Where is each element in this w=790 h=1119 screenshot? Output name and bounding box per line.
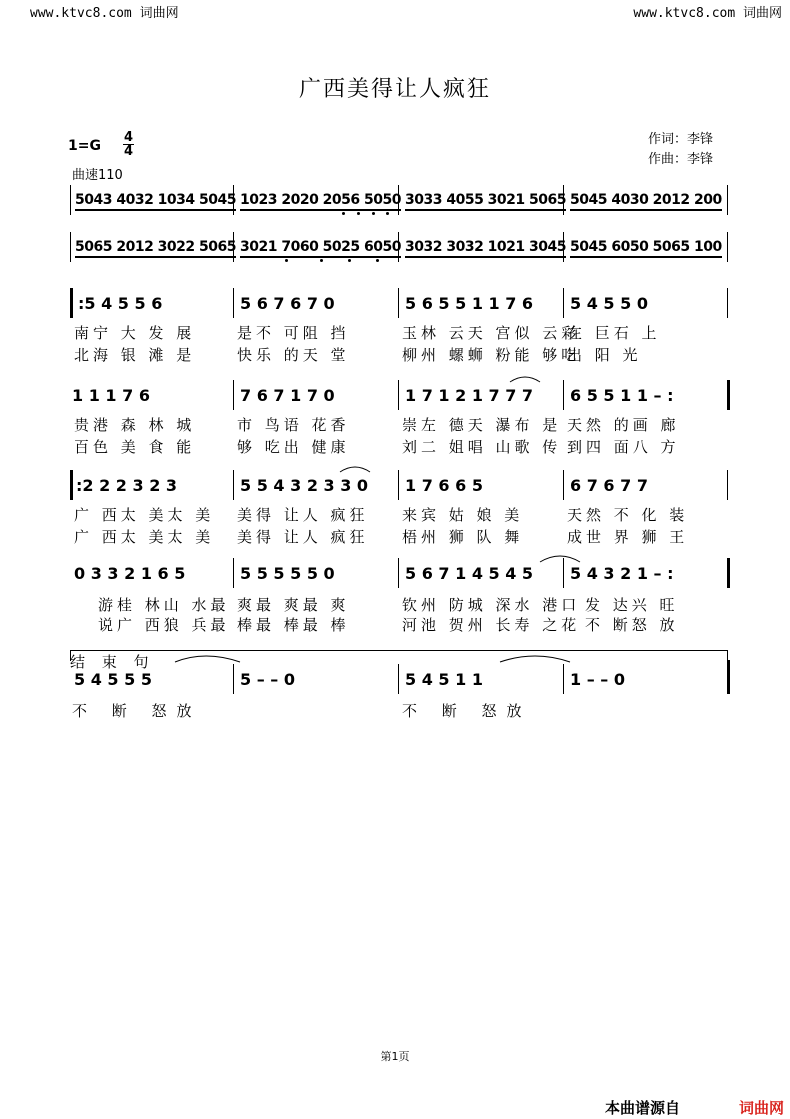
time-signature-top: 4 bbox=[123, 130, 134, 145]
lyric-line: 刘二 姐唱 山歌 传 bbox=[402, 438, 562, 456]
lyric-line: 爽最 爽最 爽 bbox=[237, 596, 350, 614]
measure-notes: :5 4 5 5 6 bbox=[78, 294, 163, 313]
lyric-line: 玉林 云天 宫似 云彩 bbox=[402, 324, 581, 342]
measure-notes: 5 6 5 5 1 1 7 6 bbox=[405, 294, 534, 313]
measure-notes: 0 3 3 2 1 6 5 bbox=[74, 564, 186, 583]
lyric-line: 说广 西狼 兵最 bbox=[98, 616, 230, 634]
measure-notes: 5 5 4 3 2 3 3 0 bbox=[240, 476, 369, 495]
lyric-line: 到四 面八 方 bbox=[567, 438, 680, 456]
measure-notes: 5 4 3 2 1 – : bbox=[570, 564, 674, 583]
lyric-line: 百色 美 食 能 bbox=[74, 438, 196, 456]
measure-notes: 1 – – 0 bbox=[570, 670, 625, 689]
intro-measure: 5065 2012 3022 5065 bbox=[75, 239, 236, 255]
measure-notes: 1 1 1 7 6 bbox=[72, 386, 150, 405]
intro-measure: 5043 4032 1034 5045 bbox=[75, 192, 236, 208]
lyric-line: 不 断怒 放 bbox=[585, 616, 679, 634]
lyric-line: 河池 贺州 长寿 之花 bbox=[402, 616, 581, 634]
measure-notes: 7 6 7 1 7 0 bbox=[240, 386, 335, 405]
lyric-line: 崇左 德天 瀑布 是 bbox=[402, 416, 562, 434]
key-signature: 1=G bbox=[68, 138, 101, 154]
lyric-line: 梧州 狮 队 舞 bbox=[402, 528, 524, 546]
page-title: 广西美得让人疯狂 bbox=[298, 77, 491, 102]
intro-measure: 3032 3032 1021 3045 bbox=[405, 239, 566, 255]
measure-notes: 5 – – 0 bbox=[240, 670, 295, 689]
tie bbox=[175, 656, 240, 662]
page-number: 第1页 bbox=[380, 1050, 410, 1063]
lyric-line: 柳州 螺蛳 粉能 够吃 bbox=[402, 346, 581, 364]
measure-notes: 1 7 1 2 1 7 7 7 bbox=[405, 386, 534, 405]
lyric-line: 北海 银 滩 是 bbox=[74, 346, 196, 364]
lyric-line: 天然 的画 廊 bbox=[567, 416, 680, 434]
lyric-line: 天然 不 化 装 bbox=[567, 506, 689, 524]
lyric-line: 出 阳 光 bbox=[567, 346, 642, 364]
lyric-line: 南宁 大 发 展 bbox=[74, 324, 196, 342]
intro-measure: 5045 6050 5065 100 bbox=[570, 239, 722, 255]
tie bbox=[540, 556, 580, 562]
lyric-line: 快乐 的天 堂 bbox=[237, 346, 350, 364]
lyric-line: 美得 让人 疯狂 bbox=[237, 528, 369, 546]
source-label: 本曲谱源自 bbox=[604, 1099, 680, 1117]
lyric-line: 不 断 怒放 bbox=[402, 702, 532, 720]
watermark-right: www.ktvc8.com 词曲网 bbox=[633, 6, 782, 21]
lyric-line: 成世 界 狮 王 bbox=[567, 528, 689, 546]
lyric-line: 是不 可阻 挡 bbox=[237, 324, 350, 342]
lyric-line: 贵港 森 林 城 bbox=[74, 416, 196, 434]
intro-measure: 5045 4030 2012 200 bbox=[570, 192, 722, 208]
measure-notes: 5 6 7 6 7 0 bbox=[240, 294, 335, 313]
lyric-line: 棒最 棒最 棒 bbox=[237, 616, 350, 634]
tie bbox=[340, 467, 370, 472]
intro-measure: 3033 4055 3021 5065 bbox=[405, 192, 566, 208]
lyric-line: 在 巨石 上 bbox=[567, 324, 661, 342]
lyric-line: 不 断 怒放 bbox=[72, 702, 202, 720]
lyric-line: 美得 让人 疯狂 bbox=[237, 506, 369, 524]
watermark-left: www.ktvc8.com 词曲网 bbox=[30, 6, 179, 21]
measure-notes: 5 4 5 5 0 bbox=[570, 294, 648, 313]
measure-notes: 5 5 5 5 5 0 bbox=[240, 564, 335, 583]
measure-notes: 5 6 7 1 4 5 4 5 bbox=[405, 564, 534, 583]
measure-notes: 6 7 6 7 7 bbox=[570, 476, 648, 495]
tie bbox=[500, 656, 570, 662]
tie bbox=[510, 377, 540, 382]
measure-notes: :2 2 2 3 2 3 bbox=[76, 476, 178, 495]
lyric-line: 市 鸟语 花香 bbox=[237, 416, 350, 434]
intro-measure: 1023 2020 2056 5050 bbox=[240, 192, 401, 208]
measure-notes: 1 7 6 6 5 bbox=[405, 476, 483, 495]
ending-label: 结 束 句 bbox=[70, 653, 155, 671]
lyric-line: 游桂 林山 水最 bbox=[98, 596, 230, 614]
lyric-line: 广 西太 美太 美 bbox=[74, 506, 215, 524]
lyric-line: 广 西太 美太 美 bbox=[74, 528, 215, 546]
lyric-line: 发 达兴 旺 bbox=[585, 596, 679, 614]
lyric-line: 钦州 防城 深水 港口 bbox=[402, 596, 581, 614]
tempo: 曲速110 bbox=[72, 168, 123, 183]
measure-notes: 5 4 5 1 1 bbox=[405, 670, 483, 689]
intro-measure: 3021 7060 5025 6050 bbox=[240, 239, 401, 255]
site-logo: 词曲网 bbox=[738, 1099, 784, 1117]
measure-notes: 5 4 5 5 5 bbox=[74, 670, 152, 689]
lyric-line: 够 吃出 健康 bbox=[237, 438, 350, 456]
lyric-line: 来宾 姑 娘 美 bbox=[402, 506, 524, 524]
time-signature-bottom: 4 bbox=[123, 144, 134, 159]
measure-notes: 6 5 5 1 1 – : bbox=[570, 386, 674, 405]
composer: 作曲：李锋 bbox=[648, 152, 714, 167]
lyricist: 作词：李锋 bbox=[648, 132, 714, 147]
